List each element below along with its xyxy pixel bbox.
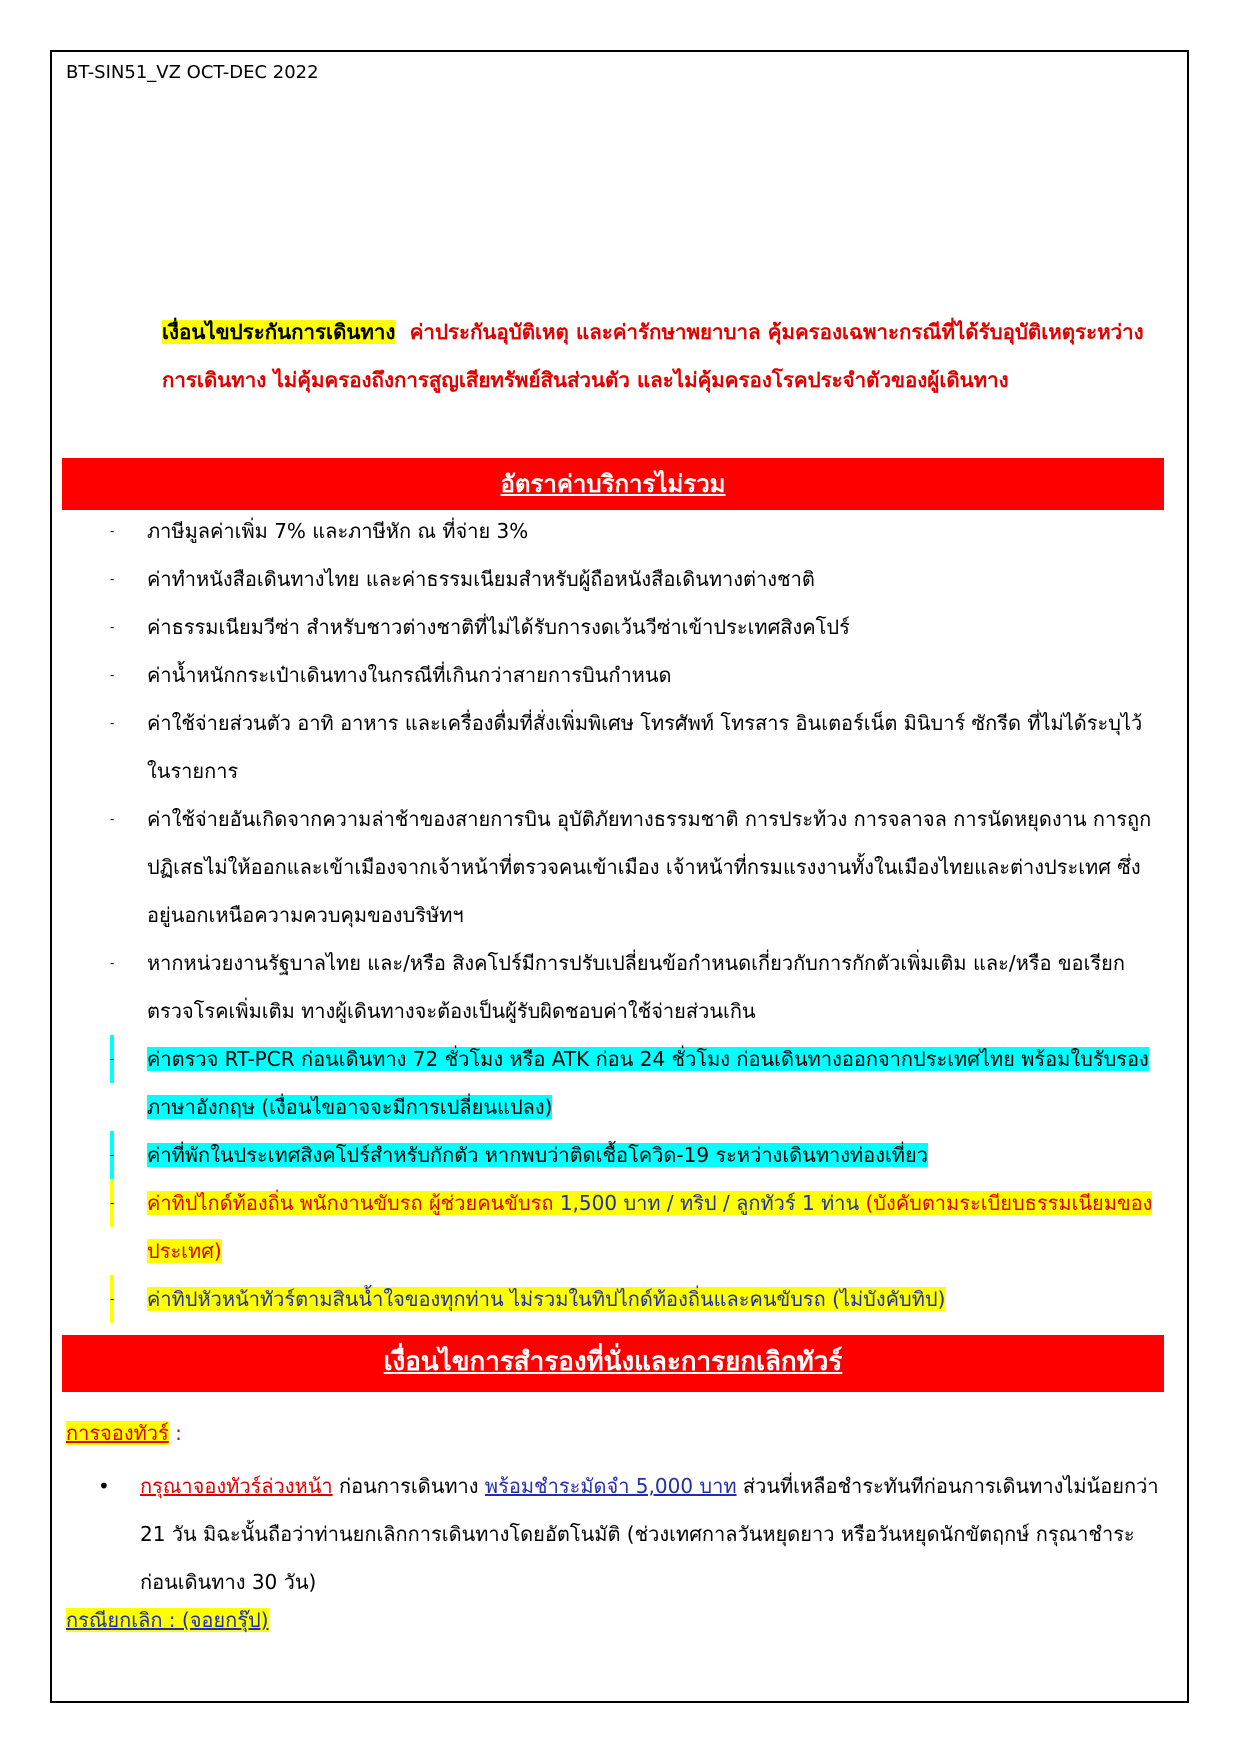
- list-item-quarantine: [62, 1131, 1164, 1179]
- booking-label-colon: :: [168, 1421, 182, 1445]
- list-item: [62, 699, 1164, 795]
- booking-text-rest: ส่วนที่เหลือชำระทันทีก่อนการเดินทางไม่น้อยกว่า 21 วัน มิฉะนั้นถือว่าท่านยกเลิกการเดินทางโดยอัตโนมัติ (ช่วงเทศกาลวันหยุดยาว หรือวันหยุดนักขัตฤกษ์ กรุณาชำระก่อนเดินทาง 30 วัน): [140, 1474, 1159, 1594]
- insurance-label: เงื่อนไขประกันการเดินทาง: [162, 320, 396, 344]
- dash-bullet: -: [110, 956, 115, 970]
- dash-bullet: -: [110, 1275, 114, 1323]
- list-item-text: ภาษีมูลค่าเพิ่ม 7% และภาษีหัก ณ ที่จ่าย 3%: [147, 519, 529, 543]
- exclusions-heading: อัตราค่าบริการไม่รวม: [500, 470, 726, 498]
- list-item-text: ค่าใช้จ่ายส่วนตัว อาทิ อาหาร และเครื่องดื่มที่สั่งเพิ่มพิเศษ โทรศัพท์ โทรสาร อินเตอร์เน็ต มินิบาร์ ซักรีด ที่ไม่ได้ระบุไว้ในรายการ: [147, 711, 1143, 783]
- list-item-text: ค่าน้ำหนักกระเป๋าเดินทางในกรณีที่เกินกว่าสายการบินกำหนด: [147, 663, 672, 687]
- dash-bullet: -: [110, 812, 115, 826]
- exclusions-heading-banner: [62, 458, 1164, 510]
- guide-tip-text: ค่าทิปไกด์ท้องถิ่น พนักงานขับรถ ผู้ช่วยคนขับรถ: [147, 1191, 554, 1215]
- insurance-conditions: [162, 308, 1162, 404]
- reservation-heading: เงื่อนไขการสำรองที่นั่งและการยกเลิกทัวร์: [383, 1347, 843, 1377]
- list-item: [62, 507, 1164, 555]
- cancel-label: กรณียกเลิก : (จอยกรุ๊ป): [66, 1608, 269, 1632]
- list-item-text: ค่าตรวจ RT-PCR ก่อนเดินทาง 72 ชั่วโมง หรือ ATK ก่อน 24 ชั่วโมง ก่อนเดินทางออกจากประเทศไทย พร้อมใบรับรองภาษาอังกฤษ (เงื่อนไขอาจจะมีการเปลี่ยนแปลง): [147, 1047, 1149, 1119]
- dash-bullet: -: [110, 716, 115, 730]
- booking-text: ก่อนการเดินทาง: [332, 1474, 485, 1498]
- list-item-text: ค่าใช้จ่ายอันเกิดจากความล่าช้าของสายการบิน อุบัติภัยทางธรรมชาติ การประท้วง การจลาจล การนัดหยุดงาน การถูกปฏิเสธไม่ให้ออกและเข้าเมืองจากเจ้าหน้าที่ตรวจคนเข้าเมือง เจ้าหน้าที่กรมแรงงานทั้งในเมืองไทยและต่างประเทศ ซึ่งอยู่นอกเหนือความควบคุมของบริษัทฯ: [147, 807, 1152, 927]
- dash-bullet: -: [110, 1035, 114, 1083]
- dash-bullet: -: [110, 572, 115, 586]
- list-item: [62, 603, 1164, 651]
- guide-tip-amount: 1,500 บาท / ทริป / ลูกทัวร์ 1 ท่าน: [559, 1191, 860, 1215]
- dash-bullet: -: [110, 668, 115, 682]
- dash-bullet: -: [110, 620, 115, 634]
- list-item-text: ค่าที่พักในประเทศสิงคโปร์สำหรับกักตัว หากพบว่าติดเชื้อโควิด-19 ระหว่างเดินทางท่องเที่ยว: [147, 1143, 928, 1167]
- book-in-advance-link[interactable]: กรุณาจองทัวร์ล่วงหน้า: [140, 1474, 333, 1498]
- list-item-guide-tip: [62, 1179, 1164, 1275]
- list-item-covid-test: [62, 1035, 1164, 1131]
- deposit-link[interactable]: พร้อมชำระมัดจำ 5,000 บาท: [484, 1474, 737, 1498]
- insurance-text: ค่าประกันอุบัติเหตุ และค่ารักษาพยาบาล คุ้มครองเฉพาะกรณีที่ได้รับอุบัติเหตุระหว่างการเดินทาง ไม่คุ้มครองถึงการสูญเสียทรัพย์สินส่วนตัว และไม่คุ้มครองโรคประจำตัวของผู้เดินทาง: [162, 320, 1144, 392]
- list-item-text: หากหน่วยงานรัฐบาลไทย และ/หรือ สิงคโปร์มีการปรับเปลี่ยนข้อกำหนดเกี่ยวกับการกักตัวเพิ่มเติม และ/หรือ ขอเรียกตรวจโรคเพิ่มเติม ทางผู้เดินทางจะต้องเป็นผู้รับผิดชอบค่าใช้จ่ายส่วนเกิน: [147, 951, 1125, 1023]
- cancel-section-label: [66, 1600, 269, 1640]
- reservation-heading-banner: [62, 1335, 1164, 1392]
- guide-tip-note: (บังคับตามระเบียบธรรมเนียมของประเทศ): [147, 1191, 1153, 1263]
- dash-bullet: -: [110, 1131, 114, 1179]
- list-item-text: ค่าทำหนังสือเดินทางไทย และค่าธรรมเนียมสำหรับผู้ถือหนังสือเดินทางต่างชาติ: [147, 567, 815, 591]
- bullet-icon: •: [98, 1474, 110, 1498]
- list-item: [62, 795, 1164, 939]
- list-item: [62, 939, 1164, 1035]
- dash-bullet: -: [110, 1179, 114, 1227]
- list-item-text: ค่าทิปหัวหน้าทัวร์ตามสินน้ำใจของทุกท่าน ไม่รวมในทิปไกด์ท้องถิ่นและคนขับรถ (ไม่บังคับทิป): [147, 1287, 946, 1311]
- list-item-leader-tip: [62, 1275, 1164, 1323]
- exclusions-list: [62, 507, 1164, 1323]
- booking-section-label: [66, 1413, 182, 1453]
- booking-conditions: [98, 1462, 1162, 1606]
- list-item: [62, 651, 1164, 699]
- list-item: [62, 555, 1164, 603]
- document-code: BT-SIN51_VZ OCT-DEC 2022: [66, 62, 319, 83]
- dash-bullet: -: [110, 524, 115, 538]
- list-item-text: ค่าธรรมเนียมวีซ่า สำหรับชาวต่างชาติที่ไม่ได้รับการงดเว้นวีซ่าเข้าประเทศสิงคโปร์: [147, 615, 850, 639]
- booking-label: การจองทัวร์: [66, 1421, 169, 1445]
